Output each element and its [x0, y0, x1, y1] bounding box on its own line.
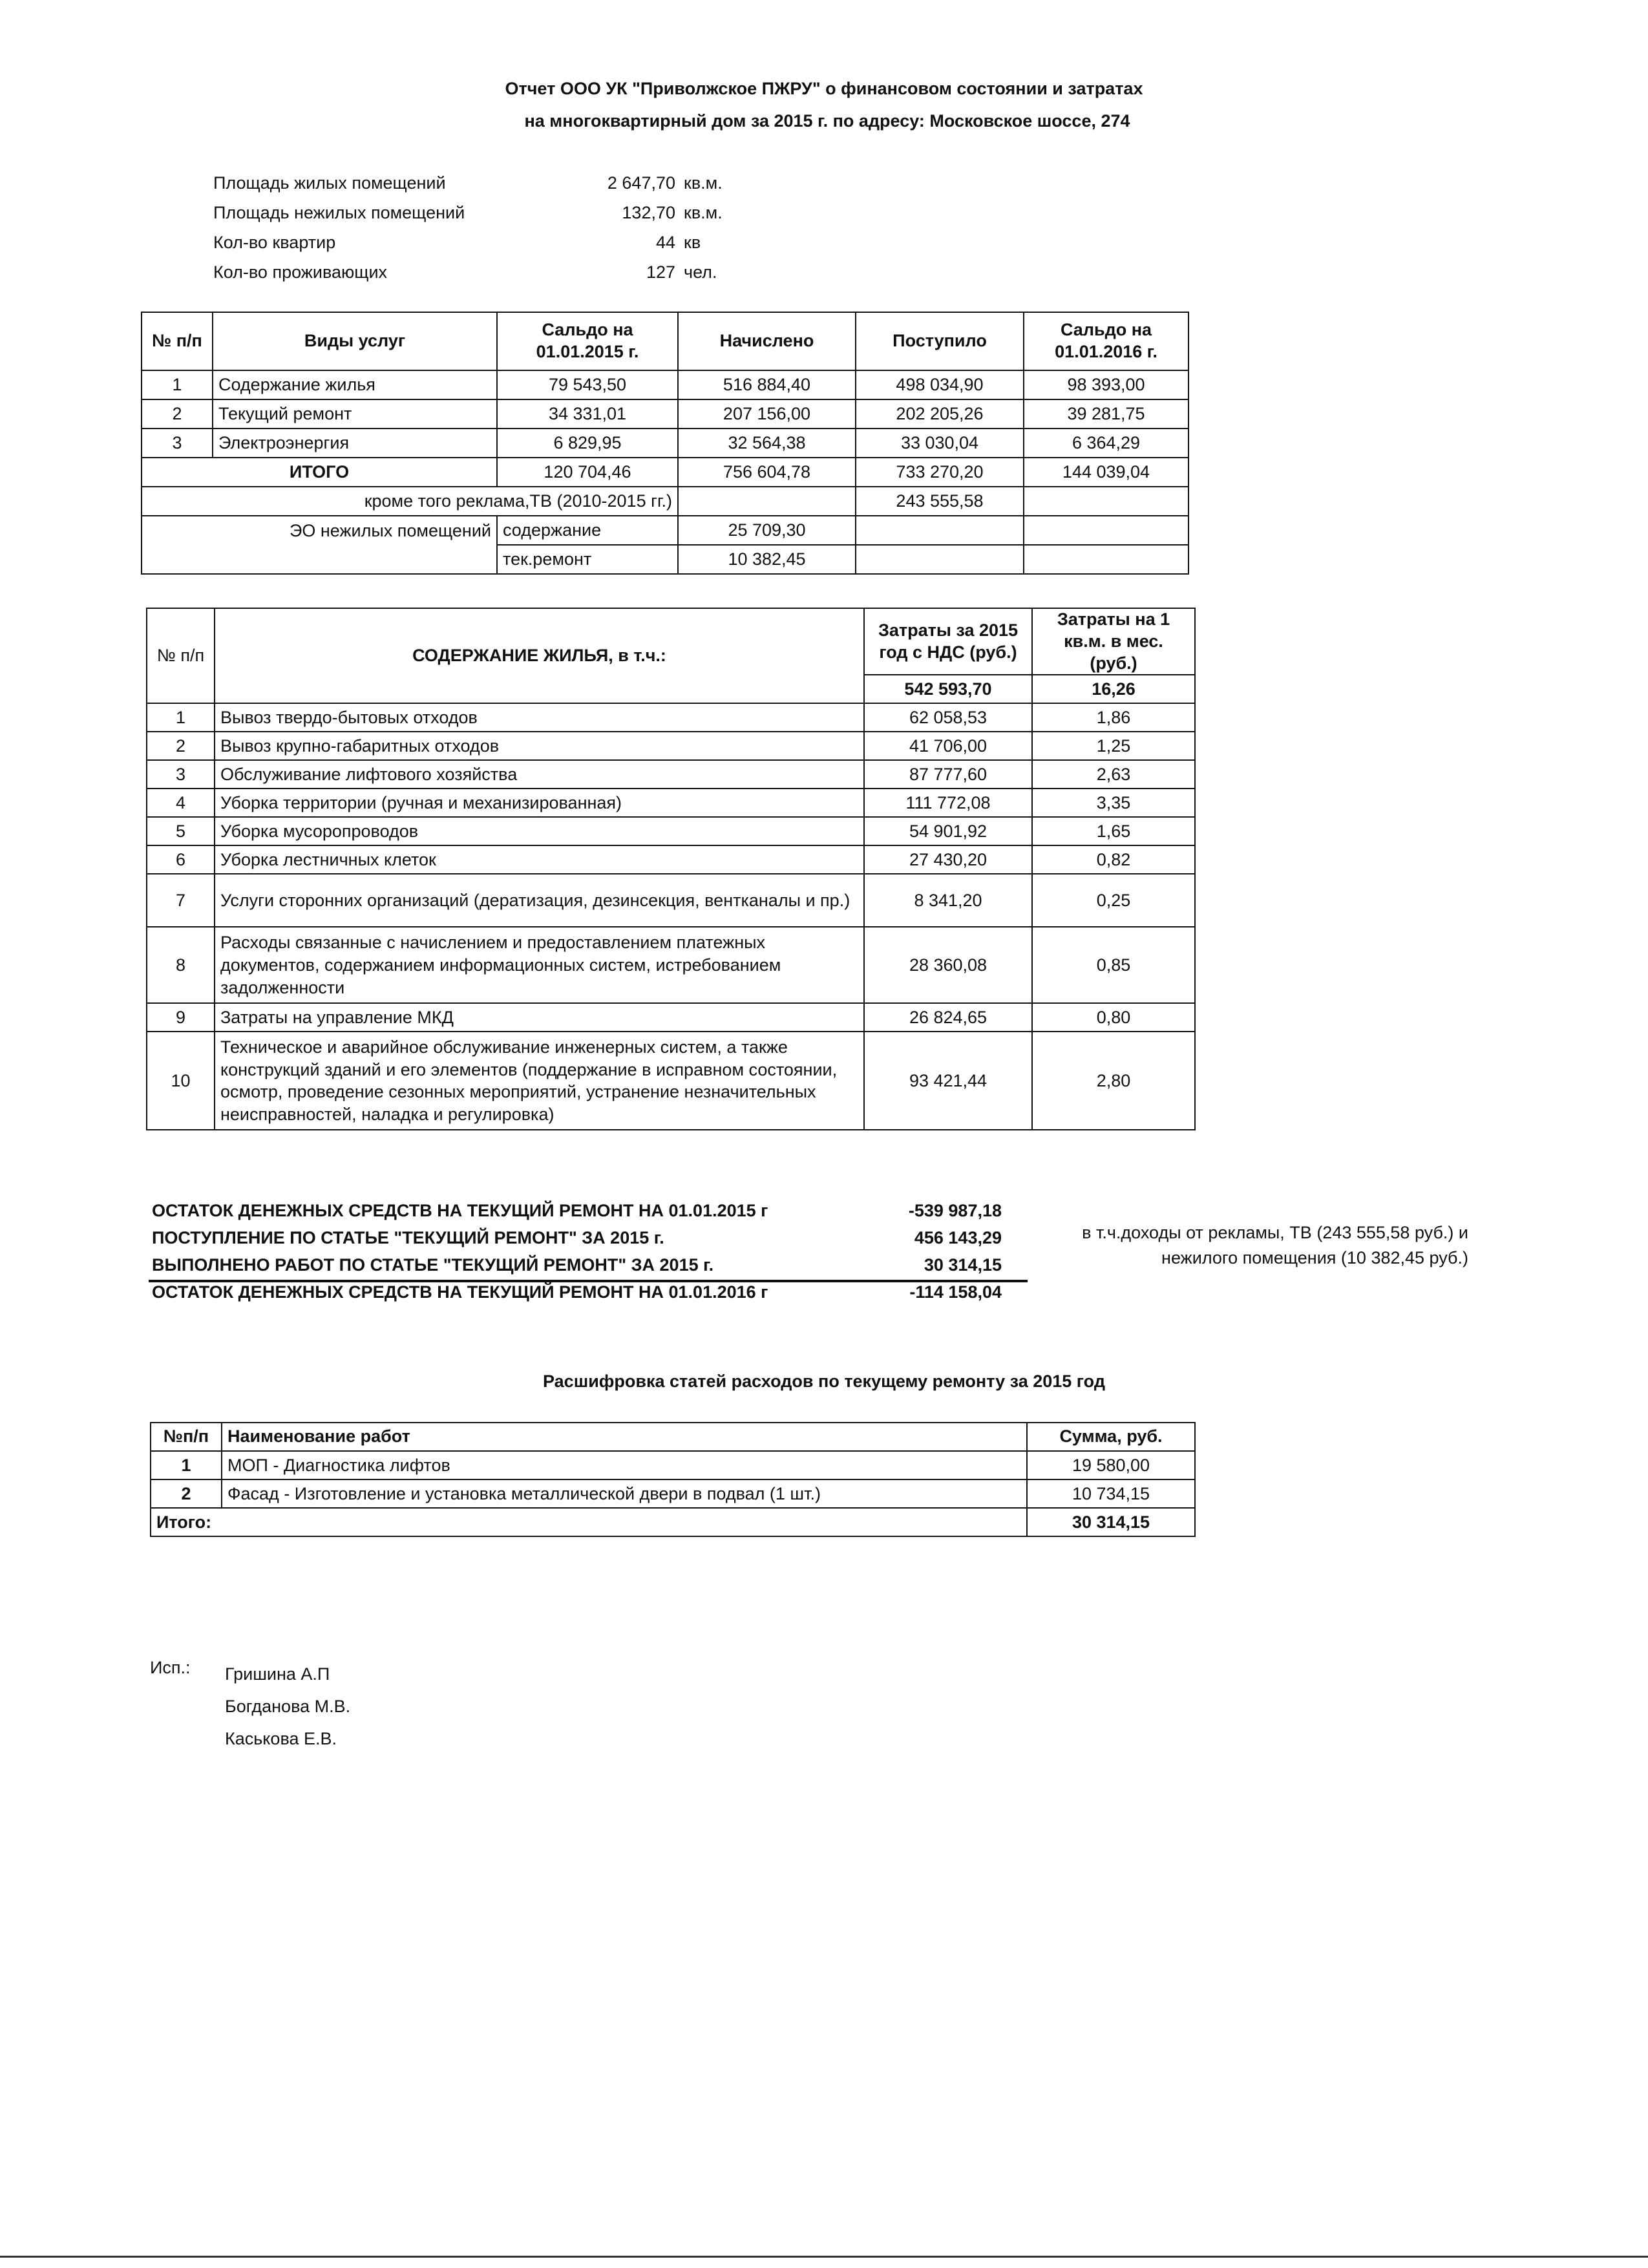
balance-value: -114 158,04	[909, 1282, 1002, 1302]
balance-note-line-1: в т.ч.доходы от рекламы, ТВ (243 555,58 руб.) и	[1082, 1223, 1468, 1242]
nonres-label: ЭО нежилых помещений	[142, 516, 497, 545]
total-balance-2015: 120 704,46	[497, 458, 678, 487]
item-per-m2: 0,82	[1032, 845, 1195, 874]
item-name: Обслуживание лифтового хозяйства	[215, 760, 864, 789]
item-cost: 8 341,20	[864, 874, 1032, 927]
info-value: 132,70	[622, 203, 675, 222]
empty-cell	[856, 545, 1024, 574]
header-cell: Затраты за 2015 год с НДС (руб.)	[864, 608, 1032, 675]
signatures-list	[225, 1658, 350, 1755]
balance-row	[0, 1282, 1047, 1309]
total-cost: 542 593,70	[864, 675, 1032, 703]
item-cost: 87 777,60	[864, 760, 1032, 789]
balance-note	[1008, 1220, 1468, 1271]
table-row	[147, 732, 1195, 760]
nonres-row-1	[142, 516, 1188, 545]
table-row	[151, 1479, 1195, 1508]
empty-cell	[142, 545, 497, 574]
row-number: 8	[147, 927, 215, 1003]
nonres-sub-value: 25 709,30	[678, 516, 856, 545]
item-cost: 41 706,00	[864, 732, 1032, 760]
item-cost: 93 421,44	[864, 1032, 1032, 1130]
balance-2016: 98 393,00	[1024, 370, 1188, 399]
table-row	[147, 874, 1195, 927]
item-per-m2: 0,25	[1032, 874, 1195, 927]
item-cost: 27 430,20	[864, 845, 1032, 874]
balance-note-line-2: нежилого помещения (10 382,45 руб.)	[1161, 1248, 1468, 1268]
table-row	[147, 703, 1195, 732]
info-unit: кв.м.	[684, 173, 723, 193]
item-name: Услуги сторонних организаций (дератизация, дезинсекция, вентканалы и пр.)	[215, 874, 864, 927]
ads-label: кроме того реклама,ТВ (2010-2015 гг.)	[142, 487, 678, 516]
info-value: 44	[655, 233, 675, 252]
table-row	[147, 789, 1195, 817]
header-cell: № п/п	[147, 608, 215, 703]
info-row	[0, 173, 776, 199]
empty-cell	[1024, 487, 1188, 516]
info-row	[0, 262, 776, 288]
info-unit: чел.	[684, 262, 717, 282]
table-row	[147, 760, 1195, 789]
balance-row	[0, 1201, 1047, 1228]
balance-label: ОСТАТОК ДЕНЕЖНЫХ СРЕДСТВ НА ТЕКУЩИЙ РЕМОНТ НА 01.01.2016 г	[152, 1282, 768, 1302]
services-header-row	[142, 312, 1188, 370]
item-cost: 28 360,08	[864, 927, 1032, 1003]
header-cell: Наименование работ	[222, 1423, 1027, 1451]
repairs-header-row	[151, 1423, 1195, 1451]
balance-row	[0, 1255, 1047, 1282]
item-name: Вывоз твердо-бытовых отходов	[215, 703, 864, 732]
balance-label: ОСТАТОК ДЕНЕЖНЫХ СРЕДСТВ НА ТЕКУЩИЙ РЕМОНТ НА 01.01.2015 г	[152, 1201, 768, 1220]
item-per-m2: 0,80	[1032, 1003, 1195, 1032]
total-label: ИТОГО	[142, 458, 497, 487]
balance-2015: 79 543,50	[497, 370, 678, 399]
item-cost: 62 058,53	[864, 703, 1032, 732]
item-per-m2: 1,86	[1032, 703, 1195, 732]
services-table	[141, 312, 1189, 575]
repairs-table	[150, 1422, 1196, 1537]
signature-name: Каськова Е.В.	[225, 1729, 337, 1748]
repairs-total-value: 30 314,15	[1027, 1508, 1195, 1536]
nonres-sub-label: содержание	[497, 516, 678, 545]
table-row	[147, 817, 1195, 845]
item-cost: 26 824,65	[864, 1003, 1032, 1032]
building-info	[0, 173, 776, 302]
service-name: Текущий ремонт	[213, 399, 497, 429]
report-title-line-1: Отчет ООО УК "Приволжское ПЖРУ" о финансовом состоянии и затратах	[505, 79, 1143, 98]
repair-balance-block	[0, 1201, 1047, 1330]
signature-name: Богданова М.В.	[225, 1697, 351, 1716]
empty-cell	[678, 487, 856, 516]
charged-value: 207 156,00	[678, 399, 856, 429]
maintenance-header-row	[147, 608, 1195, 675]
total-balance-2016: 144 039,04	[1024, 458, 1188, 487]
item-cost: 111 772,08	[864, 789, 1032, 817]
item-per-m2: 0,85	[1032, 927, 1195, 1003]
balance-2016: 6 364,29	[1024, 429, 1188, 458]
repairs-total-label: Итого:	[151, 1508, 1027, 1536]
row-number: 1	[151, 1451, 222, 1479]
balance-2015: 6 829,95	[497, 429, 678, 458]
balance-value: 30 314,15	[924, 1255, 1002, 1275]
table-row	[142, 429, 1188, 458]
item-per-m2: 1,65	[1032, 817, 1195, 845]
ads-row	[142, 487, 1188, 516]
item-per-m2: 2,63	[1032, 760, 1195, 789]
header-cell: Виды услуг	[213, 312, 497, 370]
item-name: Уборка лестничных клеток	[215, 845, 864, 874]
item-name: Уборка территории (ручная и механизированная)	[215, 789, 864, 817]
maintenance-table	[146, 608, 1196, 1130]
balance-2015: 34 331,01	[497, 399, 678, 429]
info-label: Площадь нежилых помещений	[213, 203, 465, 222]
header-cell: Поступило	[856, 312, 1024, 370]
header-cell: Сумма, руб.	[1027, 1423, 1195, 1451]
total-received: 733 270,20	[856, 458, 1024, 487]
item-name: Расходы связанные с начислением и предоставлением платежных документов, содержанием информационных систем, истребованием задолженности	[215, 927, 864, 1003]
header-cell: СОДЕРЖАНИЕ ЖИЛЬЯ, в т.ч.:	[215, 608, 864, 703]
info-unit: кв	[684, 233, 701, 252]
scan-bottom-edge	[0, 2256, 1648, 2258]
header-cell: Затраты на 1 кв.м. в мес. (руб.)	[1032, 608, 1195, 675]
item-per-m2: 2,80	[1032, 1032, 1195, 1130]
table-row	[147, 845, 1195, 874]
header-cell: Сальдо на 01.01.2016 г.	[1024, 312, 1188, 370]
ads-received: 243 555,58	[856, 487, 1024, 516]
row-number: 2	[147, 732, 215, 760]
item-name: Уборка мусоропроводов	[215, 817, 864, 845]
row-number: 6	[147, 845, 215, 874]
report-title-line-2: на многоквартирный дом за 2015 г. по адресу: Московское шоссе, 274	[524, 111, 1130, 131]
total-per-m2: 16,26	[1032, 675, 1195, 703]
table-row	[147, 1032, 1195, 1130]
row-number: 4	[147, 789, 215, 817]
received-value: 202 205,26	[856, 399, 1024, 429]
balance-label: ПОСТУПЛЕНИЕ ПО СТАТЬЕ "ТЕКУЩИЙ РЕМОНТ" ЗА 2015 г.	[152, 1228, 664, 1247]
table-row	[142, 370, 1188, 399]
charged-value: 516 884,40	[678, 370, 856, 399]
info-row	[0, 203, 776, 229]
header-cell: Сальдо на 01.01.2015 г.	[497, 312, 678, 370]
header-cell: № п/п	[142, 312, 213, 370]
row-number: 3	[147, 760, 215, 789]
empty-cell	[1024, 545, 1188, 574]
row-number: 7	[147, 874, 215, 927]
charged-value: 32 564,38	[678, 429, 856, 458]
work-name: Фасад - Изготовление и установка металлической двери в подвал (1 шт.)	[222, 1479, 1027, 1508]
total-row	[142, 458, 1188, 487]
row-number: 5	[147, 817, 215, 845]
repairs-title: Расшифровка статей расходов по текущему ремонту за 2015 год	[543, 1372, 1105, 1391]
service-name: Электроэнергия	[213, 429, 497, 458]
item-name: Техническое и аварийное обслуживание инженерных систем, а также конструкций зданий и его элементов (поддержание в исправном состоянии, осмотр, проведение сезонных мероприятий, устранение незначительных неисправностей, наладка и регулировка)	[215, 1032, 864, 1130]
row-number: 9	[147, 1003, 215, 1032]
table-row	[142, 399, 1188, 429]
info-row	[0, 233, 776, 259]
empty-cell	[1024, 516, 1188, 545]
work-sum: 10 734,15	[1027, 1479, 1195, 1508]
work-sum: 19 580,00	[1027, 1451, 1195, 1479]
info-value: 127	[646, 262, 675, 282]
balance-row	[0, 1228, 1047, 1255]
header-cell: Начислено	[678, 312, 856, 370]
nonres-sub-value: 10 382,45	[678, 545, 856, 574]
received-value: 498 034,90	[856, 370, 1024, 399]
info-value: 2 647,70	[607, 173, 675, 193]
service-name: Содержание жилья	[213, 370, 497, 399]
info-label: Площадь жилых помещений	[213, 173, 446, 193]
repairs-total-row	[151, 1508, 1195, 1536]
table-row	[147, 1003, 1195, 1032]
info-label: Кол-во квартир	[213, 233, 336, 252]
work-name: МОП - Диагностика лифтов	[222, 1451, 1027, 1479]
table-row	[151, 1451, 1195, 1479]
balance-label: ВЫПОЛНЕНО РАБОТ ПО СТАТЬЕ "ТЕКУЩИЙ РЕМОНТ" ЗА 2015 г.	[152, 1255, 714, 1275]
row-number: 2	[151, 1479, 222, 1508]
row-number: 3	[142, 429, 213, 458]
item-per-m2: 3,35	[1032, 789, 1195, 817]
header-cell: №п/п	[151, 1423, 222, 1451]
balance-value: 456 143,29	[914, 1228, 1002, 1247]
row-number: 2	[142, 399, 213, 429]
item-per-m2: 1,25	[1032, 732, 1195, 760]
nonres-row-2	[142, 545, 1188, 574]
row-number: 1	[142, 370, 213, 399]
item-name: Вывоз крупно-габаритных отходов	[215, 732, 864, 760]
nonres-sub-label: тек.ремонт	[497, 545, 678, 574]
balance-2016: 39 281,75	[1024, 399, 1188, 429]
row-number: 1	[147, 703, 215, 732]
info-label: Кол-во проживающих	[213, 262, 388, 282]
empty-cell	[856, 516, 1024, 545]
signature-name: Гришина А.П	[225, 1664, 330, 1684]
balance-value: -539 987,18	[908, 1201, 1002, 1220]
item-name: Затраты на управление МКД	[215, 1003, 864, 1032]
row-number: 10	[147, 1032, 215, 1130]
table-row	[147, 927, 1195, 1003]
item-cost: 54 901,92	[864, 817, 1032, 845]
info-unit: кв.м.	[684, 203, 723, 222]
signatures-label: Исп.:	[150, 1658, 191, 1677]
total-charged: 756 604,78	[678, 458, 856, 487]
received-value: 33 030,04	[856, 429, 1024, 458]
